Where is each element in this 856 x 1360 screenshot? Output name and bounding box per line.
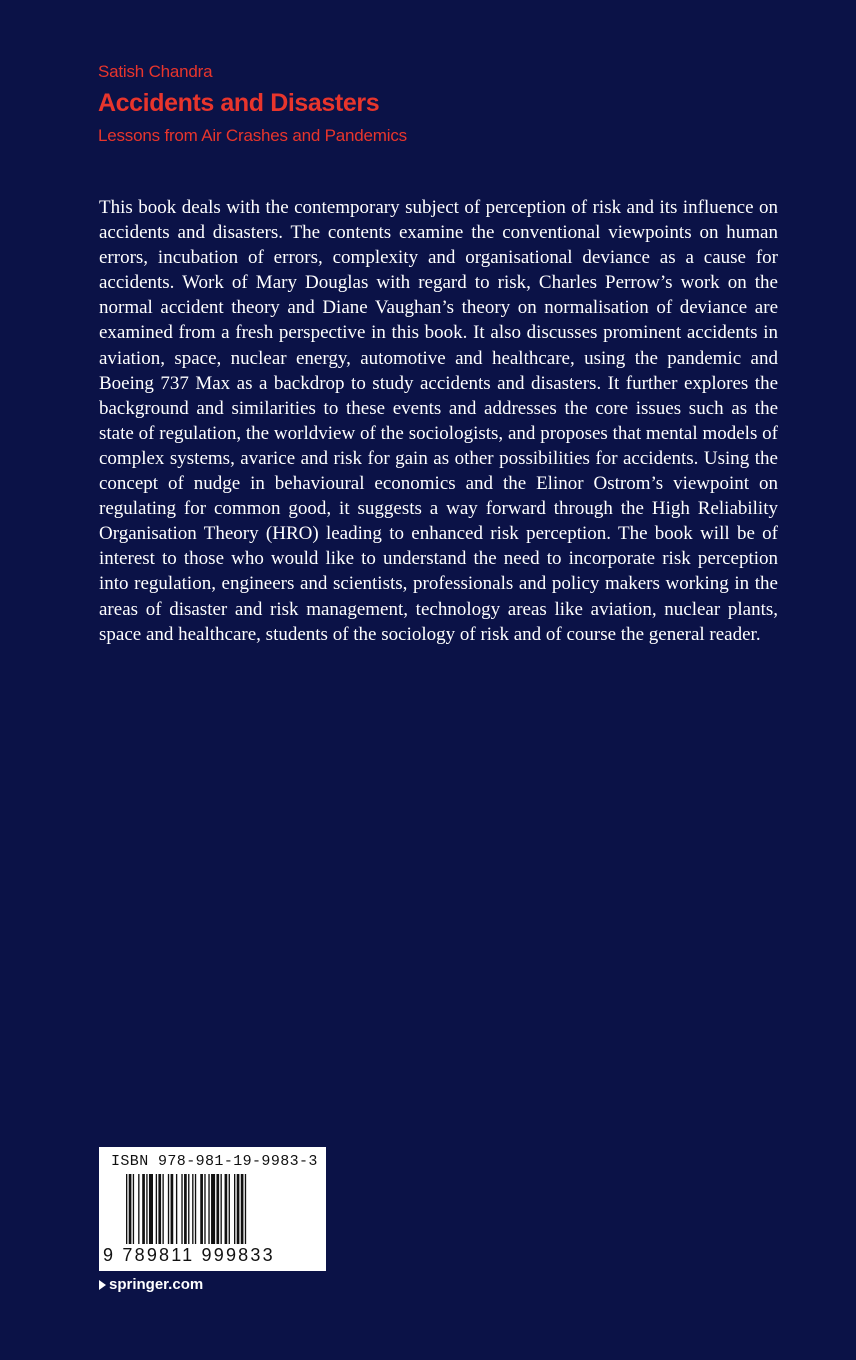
triangle-arrow-icon xyxy=(99,1280,106,1290)
barcode-panel xyxy=(99,1147,326,1271)
book-description: This book deals with the contemporary subject of perception of risk and its influence on accidents and disasters. The contents examine the conventional viewpoints on human errors, incubation of errors, complexity and organisational deviance as a cause for accidents. Work of Mary Douglas with regard to risk, Charles Perrow’s work on the normal accident theory and Diane Vaughan’s theory on normalisation of deviance are examined from a fresh perspective in this book. It also discusses prominent accidents in aviation, space, nuclear energy, automotive and healthcare, using the pandemic and Boeing 737 Max as a backdrop to study accidents and disasters. It further explores the background and similarities to these events and addresses the core issues such as the state of regulation, the worldview of the sociologists, and proposes that mental models of complex systems, avarice and risk for gain as other possibilities for accidents. Using the concept of nudge in behavioural economics and the Elinor Ostrom’s viewpoint on regulating for common good, it suggests a way forward through the High Reliability Organisation Theory (HRO) leading to enhanced risk perception. The book will be of interest to those who would like to understand the need to incorporate risk perception into regulation, engineers and scientists, professionals and policy makers working in the areas of disaster and risk management, technology areas like aviation, nuclear plants, space and healthcare, students of the sociology of risk and of course the general reader. xyxy=(99,197,778,645)
book-subtitle: Lessons from Air Crashes and Pandemics xyxy=(98,126,407,145)
author-name: Satish Chandra xyxy=(98,62,213,81)
publisher-link[interactable] xyxy=(99,1276,203,1293)
book-title: Accidents and Disasters xyxy=(98,89,380,117)
publisher-url: springer.com xyxy=(109,1276,204,1293)
isbn-label: ISBN 978-981-19-9983-3 xyxy=(111,1153,318,1170)
barcode-icon xyxy=(126,1174,304,1244)
barcode-digits: 9 789811 999833 xyxy=(103,1245,275,1265)
